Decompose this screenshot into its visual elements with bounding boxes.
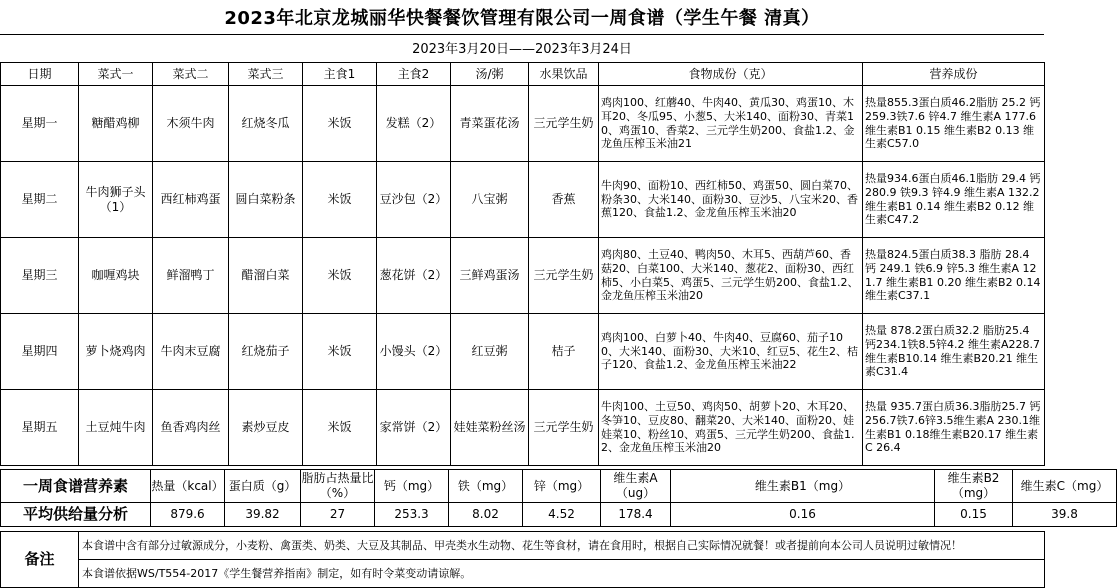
day-row-tuesday bbox=[1, 162, 1045, 238]
weekly-header-energy: 热量（kcal） bbox=[151, 470, 225, 503]
day-cell: 星期二 bbox=[1, 162, 79, 238]
soup-cell: 三鲜鸡蛋汤 bbox=[451, 238, 529, 314]
weekly-values-row bbox=[1, 503, 1117, 527]
notes-row-1 bbox=[1, 532, 1045, 560]
day-row-friday bbox=[1, 390, 1045, 466]
header-staple2: 主食2 bbox=[377, 63, 451, 86]
header-staple1: 主食1 bbox=[303, 63, 377, 86]
dish1-cell: 咖喱鸡块 bbox=[79, 238, 153, 314]
weekly-value-protein: 39.82 bbox=[225, 503, 301, 527]
header-dish2: 菜式二 bbox=[153, 63, 229, 86]
weekly-value-fat-ratio: 27 bbox=[301, 503, 375, 527]
dish3-cell: 圆白菜粉条 bbox=[229, 162, 303, 238]
dish1-cell: 牛肉狮子头（1） bbox=[79, 162, 153, 238]
header-soup: 汤/粥 bbox=[451, 63, 529, 86]
dish3-cell: 红烧冬瓜 bbox=[229, 86, 303, 162]
fruit-cell: 三元学生奶 bbox=[529, 390, 599, 466]
staple1-cell: 米饭 bbox=[303, 86, 377, 162]
notes-row-2 bbox=[1, 560, 1045, 588]
weekly-header-calcium: 钙（mg） bbox=[375, 470, 449, 503]
day-row-thursday bbox=[1, 314, 1045, 390]
dish3-cell: 醋溜白菜 bbox=[229, 238, 303, 314]
notes-label: 备注 bbox=[1, 532, 79, 588]
weekly-header-vitamin-b1: 维生素B1（mg） bbox=[671, 470, 935, 503]
ingredients-cell: 鸡肉100、红蘑40、牛肉40、黄瓜30、鸡蛋10、木耳20、冬瓜95、小葱5、大米140、面粉30、青菜10、鸡蛋10、香菜2、三元学生奶200、食盐1.2、金龙鱼压榨玉米油21 bbox=[599, 86, 863, 162]
ingredients-cell: 牛肉100、土豆50、鸡肉50、胡萝卜20、木耳20、冬笋10、豆皮80、翻菜20、大米140、面粉20、娃娃菜10、粉丝10、鸡蛋5、三元学生奶200、食盐1.2、金龙鱼压榨玉米油20 bbox=[599, 390, 863, 466]
day-cell: 星期三 bbox=[1, 238, 79, 314]
staple2-cell: 豆沙包（2） bbox=[377, 162, 451, 238]
fruit-cell: 三元学生奶 bbox=[529, 238, 599, 314]
staple2-cell: 小馒头（2） bbox=[377, 314, 451, 390]
dish2-cell: 西红柿鸡蛋 bbox=[153, 162, 229, 238]
page-title: 2023年北京龙城丽华快餐餐饮管理有限公司一周食谱（学生午餐 清真） bbox=[0, 0, 1044, 35]
fruit-cell: 三元学生奶 bbox=[529, 86, 599, 162]
notes-guideline-text: 本食谱依据WS/T554-2017《学生餐营养指南》制定，如有时令菜变动请谅解。 bbox=[79, 560, 1045, 588]
weekly-value-energy: 879.6 bbox=[151, 503, 225, 527]
day-row-monday bbox=[1, 86, 1045, 162]
staple1-cell: 米饭 bbox=[303, 390, 377, 466]
weekly-value-vitamin-b2: 0.15 bbox=[935, 503, 1013, 527]
staple2-cell: 发糕（2） bbox=[377, 86, 451, 162]
weekly-value-zinc: 4.52 bbox=[523, 503, 601, 527]
dish3-cell: 红烧茄子 bbox=[229, 314, 303, 390]
nutrition-cell: 热量855.3蛋白质46.2脂肪 25.2 钙 259.3铁7.6 锌4.7 维生素A 177.6维生素B1 0.15 维生素B2 0.13 维生素C57.0 bbox=[863, 86, 1045, 162]
soup-cell: 青菜蛋花汤 bbox=[451, 86, 529, 162]
weekly-header-vitamin-c: 维生素C（mg） bbox=[1013, 470, 1117, 503]
weekly-value-vitamin-a: 178.4 bbox=[601, 503, 671, 527]
weekly-value-vitamin-c: 39.8 bbox=[1013, 503, 1117, 527]
weekly-label-2: 平均供给量分析 bbox=[1, 503, 151, 527]
weekly-value-iron: 8.02 bbox=[449, 503, 523, 527]
staple2-cell: 葱花饼（2） bbox=[377, 238, 451, 314]
nutrition-cell: 热量934.6蛋白质46.1脂肪 29.4 钙 280.9 铁9.3 锌4.9 维生素A 132.2 维生素B1 0.14 维生素B2 0.12 维生素C47.2 bbox=[863, 162, 1045, 238]
dish2-cell: 鲜溜鸭丁 bbox=[153, 238, 229, 314]
dish1-cell: 萝卜烧鸡肉 bbox=[79, 314, 153, 390]
dish3-cell: 素炒豆皮 bbox=[229, 390, 303, 466]
weekly-nutrition-table bbox=[0, 469, 1117, 527]
staple1-cell: 米饭 bbox=[303, 238, 377, 314]
dish2-cell: 木须牛肉 bbox=[153, 86, 229, 162]
day-cell: 星期一 bbox=[1, 86, 79, 162]
weekly-header-protein: 蛋白质（g） bbox=[225, 470, 301, 503]
weekly-header-iron: 铁（mg） bbox=[449, 470, 523, 503]
weekly-header-vitamin-a: 维生素A（ug） bbox=[601, 470, 671, 503]
header-dish3: 菜式三 bbox=[229, 63, 303, 86]
soup-cell: 红豆粥 bbox=[451, 314, 529, 390]
header-ingredients: 食物成份（克） bbox=[599, 63, 863, 86]
ingredients-cell: 鸡肉80、土豆40、鸭肉50、木耳5、西葫芦60、香菇20、白菜100、大米140、葱花2、面粉30、西红柿5、小白菜5、鸡蛋5、三元学生奶200、食盐1.2、金龙鱼压榨玉米油20 bbox=[599, 238, 863, 314]
staple1-cell: 米饭 bbox=[303, 314, 377, 390]
header-nutrition: 营养成份 bbox=[863, 63, 1045, 86]
header-date: 日期 bbox=[1, 63, 79, 86]
weekly-header-vitamin-b2: 维生素B2（mg） bbox=[935, 470, 1013, 503]
nutrition-cell: 热量 935.7蛋白质36.3脂肪25.7 钙256.7铁7.6锌3.5维生素A 230.1维生素B1 0.18维生素B20.17 维生素C 26.4 bbox=[863, 390, 1045, 466]
weekly-value-calcium: 253.3 bbox=[375, 503, 449, 527]
soup-cell: 八宝粥 bbox=[451, 162, 529, 238]
dish2-cell: 鱼香鸡肉丝 bbox=[153, 390, 229, 466]
weekly-label-1: 一周食谱营养素 bbox=[1, 470, 151, 503]
date-range: 2023年3月20日——2023年3月24日 bbox=[412, 42, 632, 57]
day-row-wednesday bbox=[1, 238, 1045, 314]
weekly-header-zinc: 锌（mg） bbox=[523, 470, 601, 503]
dish2-cell: 牛肉末豆腐 bbox=[153, 314, 229, 390]
header-fruit: 水果饮品 bbox=[529, 63, 599, 86]
weekly-header-fat-ratio: 脂肪占热量比（%） bbox=[301, 470, 375, 503]
staple1-cell: 米饭 bbox=[303, 162, 377, 238]
menu-table bbox=[0, 62, 1045, 466]
dish1-cell: 糖醋鸡柳 bbox=[79, 86, 153, 162]
nutrition-cell: 热量 878.2蛋白质32.2 脂肪25.4 钙234.1铁8.5锌4.2 维生素A228.7 维生素B10.14 维生素B20.21 维生素C31.4 bbox=[863, 314, 1045, 390]
notes-table bbox=[0, 531, 1045, 588]
ingredients-cell: 牛肉90、面粉10、西红柿50、鸡蛋50、圆白菜70、粉条30、大米140、面粉30、豆沙5、八宝米20、香蕉120、食盐1.2、金龙鱼压榨玉米油20 bbox=[599, 162, 863, 238]
dish1-cell: 土豆炖牛肉 bbox=[79, 390, 153, 466]
soup-cell: 娃娃菜粉丝汤 bbox=[451, 390, 529, 466]
ingredients-cell: 鸡肉100、白萝卜40、牛肉40、豆腐60、茄子100、大米140、面粉30、大米10、红豆5、花生2、桔子120、食盐1.2、金龙鱼压榨玉米油22 bbox=[599, 314, 863, 390]
notes-allergen-text: 本食谱中含有部分过敏源成分，小麦粉、禽蛋类、奶类、大豆及其制品、甲壳类水生动物、花生等食材，请在食用时，根据自己实际情况就餐！或者提前向本公司人员说明过敏情况！ bbox=[79, 532, 1045, 560]
weekly-value-vitamin-b1: 0.16 bbox=[671, 503, 935, 527]
staple2-cell: 家常饼（2） bbox=[377, 390, 451, 466]
header-dish1: 菜式一 bbox=[79, 63, 153, 86]
nutrition-cell: 热量824.5蛋白质38.3 脂肪 28.4 钙 249.1 铁6.9 锌5.3 维生素A 121.7 维生素B1 0.20 维生素B2 0.14 维生素C37.1 bbox=[863, 238, 1045, 314]
menu-header-row bbox=[1, 63, 1045, 86]
day-cell: 星期五 bbox=[1, 390, 79, 466]
fruit-cell: 香蕉 bbox=[529, 162, 599, 238]
weekly-header-row bbox=[1, 470, 1117, 503]
day-cell: 星期四 bbox=[1, 314, 79, 390]
fruit-cell: 桔子 bbox=[529, 314, 599, 390]
